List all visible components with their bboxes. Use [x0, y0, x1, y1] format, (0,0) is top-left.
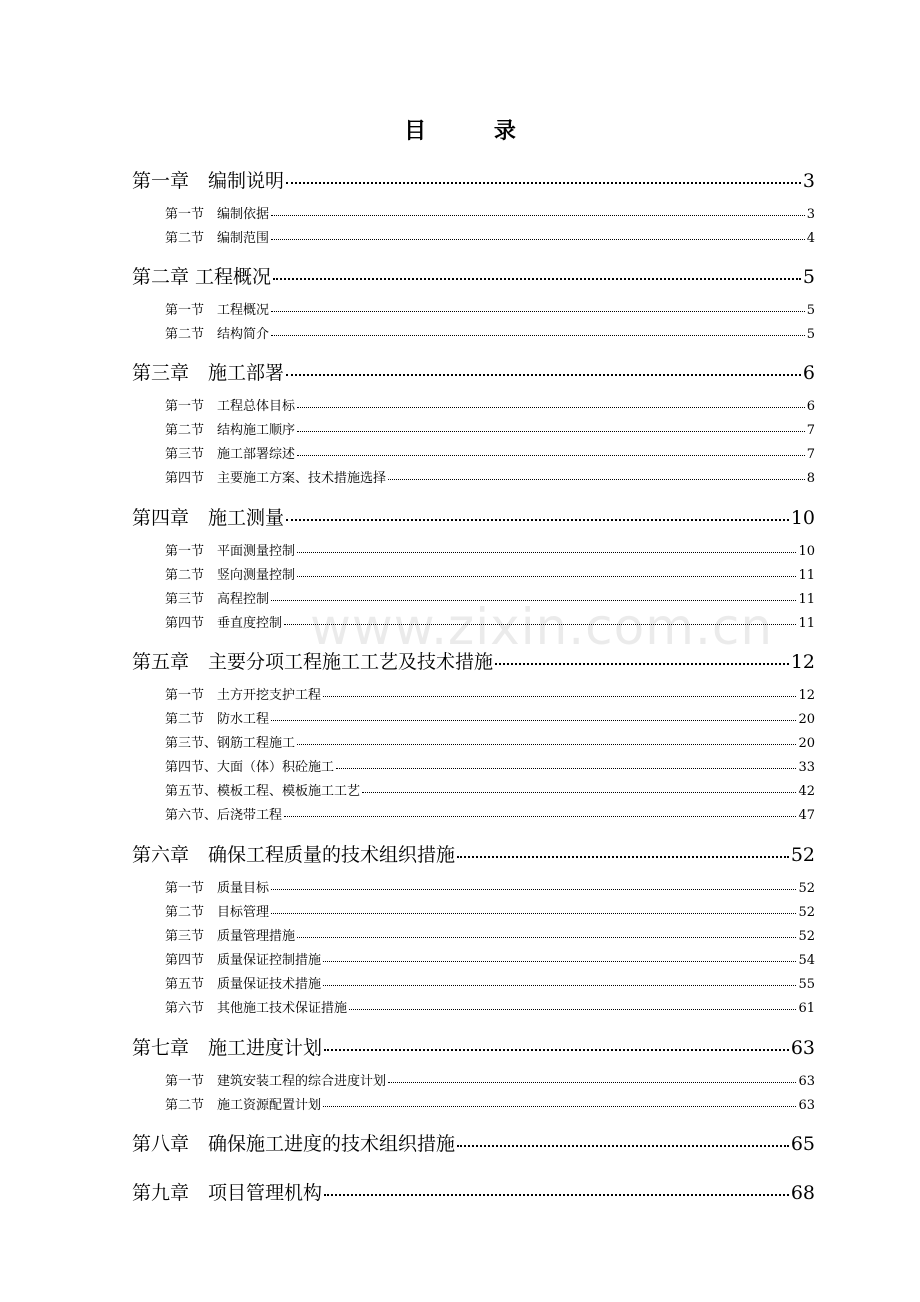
title-char-right: 录 — [493, 118, 516, 144]
toc-entry-label: 第五节、模板工程、模板施工工艺 — [165, 784, 361, 799]
toc-entry-page-number: 11 — [798, 592, 815, 607]
toc-entry-page-number: 3 — [802, 170, 815, 192]
toc-section-entry[interactable] — [165, 443, 815, 461]
toc-section-entry[interactable] — [165, 684, 815, 702]
toc-entry-page-number: 8 — [806, 471, 815, 486]
toc-section-entry[interactable] — [165, 467, 815, 485]
toc-entry-label: 第九章 项目管理机构 — [132, 1182, 323, 1204]
toc-section-entry[interactable] — [165, 997, 815, 1015]
dot-leader — [336, 760, 796, 769]
toc-section-entry[interactable] — [165, 708, 815, 726]
toc-entry-label: 第五节 质量保证技术措施 — [165, 977, 322, 992]
toc-entry-page-number: 10 — [790, 507, 815, 529]
toc-entry-label: 第六节 其他施工技术保证措施 — [165, 1001, 348, 1016]
dot-leader — [388, 471, 805, 480]
toc-entry-label: 第二节 竖向测量控制 — [165, 568, 296, 583]
dot-leader — [297, 568, 796, 577]
toc-entry-page-number: 20 — [798, 712, 815, 727]
dot-leader — [324, 1038, 789, 1051]
toc-entry-label: 第二节 目标管理 — [165, 905, 270, 920]
toc-section-entry[interactable] — [165, 804, 815, 822]
toc-section-entry[interactable] — [165, 395, 815, 413]
toc-entry-label: 第一节 工程总体目标 — [165, 399, 296, 414]
dot-leader — [349, 1001, 796, 1010]
toc-section-entry[interactable] — [165, 1094, 815, 1112]
toc-entry-page-number: 12 — [798, 688, 815, 703]
toc-entry-label: 第二章 工程概况 — [132, 266, 272, 288]
dot-leader — [271, 905, 796, 914]
toc-entry-label: 第二节 编制范围 — [165, 231, 270, 246]
toc-entry-label: 第二节 防水工程 — [165, 712, 270, 727]
dot-leader — [284, 616, 796, 625]
dot-leader — [388, 1074, 796, 1083]
toc-chapter-entry[interactable] — [132, 840, 815, 866]
watermark: www.zixin.com.cn — [310, 598, 774, 656]
toc-entry-label: 第四节 质量保证控制措施 — [165, 953, 322, 968]
toc-section-entry[interactable] — [165, 756, 815, 774]
toc-chapter-entry[interactable] — [132, 1178, 815, 1204]
toc-section-entry[interactable] — [165, 419, 815, 437]
dot-leader — [286, 508, 789, 521]
toc-entry-page-number: 12 — [790, 651, 815, 673]
toc-entry-label: 第五章 主要分项工程施工工艺及技术措施 — [132, 651, 494, 673]
toc-entry-label: 第三节 施工部署综述 — [165, 447, 296, 462]
dot-leader — [271, 881, 796, 890]
dot-leader — [271, 592, 796, 601]
toc-chapter-entry[interactable] — [132, 503, 815, 529]
dot-leader — [297, 929, 796, 938]
toc-section-entry[interactable] — [165, 588, 815, 606]
dot-leader — [273, 267, 801, 280]
toc-entry-label: 第一节 质量目标 — [165, 881, 270, 896]
toc-entry-label: 第三章 施工部署 — [132, 362, 285, 384]
toc-section-entry[interactable] — [165, 203, 815, 221]
toc-entry-page-number: 4 — [806, 231, 815, 246]
dot-leader — [323, 1098, 796, 1107]
toc-entry-page-number: 5 — [806, 327, 815, 342]
toc-entry-page-number: 47 — [798, 808, 815, 823]
toc-entry-page-number: 10 — [798, 544, 815, 559]
toc-entry-label: 第六章 确保工程质量的技术组织措施 — [132, 844, 456, 866]
toc-entry-page-number: 65 — [790, 1133, 815, 1155]
toc-entry-label: 第一节 平面测量控制 — [165, 544, 296, 559]
toc-chapter-entry[interactable] — [132, 1033, 815, 1059]
toc-entry-page-number: 20 — [798, 736, 815, 751]
toc-entry-page-number: 33 — [798, 760, 815, 775]
dot-leader — [271, 303, 805, 312]
toc-entry-page-number: 63 — [798, 1074, 815, 1089]
toc-section-entry[interactable] — [165, 925, 815, 943]
toc-section-entry[interactable] — [165, 227, 815, 245]
toc-entry-label: 第四节 主要施工方案、技术措施选择 — [165, 471, 387, 486]
toc-section-entry[interactable] — [165, 780, 815, 798]
toc-entry-label: 第二节 施工资源配置计划 — [165, 1098, 322, 1113]
toc-section-entry[interactable] — [165, 564, 815, 582]
dot-leader — [323, 977, 796, 986]
toc-entry-page-number: 52 — [798, 905, 815, 920]
dot-leader — [324, 1183, 789, 1196]
toc-entry-page-number: 5 — [802, 266, 815, 288]
dot-leader — [495, 652, 789, 665]
dot-leader — [271, 231, 805, 240]
dot-leader — [271, 207, 805, 216]
dot-leader — [323, 953, 796, 962]
toc-section-entry[interactable] — [165, 323, 815, 341]
toc-section-entry[interactable] — [165, 949, 815, 967]
toc-entry-page-number: 11 — [798, 568, 815, 583]
toc-section-entry[interactable] — [165, 732, 815, 750]
toc-section-entry[interactable] — [165, 973, 815, 991]
toc-entry-page-number: 63 — [790, 1037, 815, 1059]
toc-section-entry[interactable] — [165, 540, 815, 558]
toc-section-entry[interactable] — [165, 299, 815, 317]
toc-entry-page-number: 54 — [798, 953, 815, 968]
toc-entry-label: 第七章 施工进度计划 — [132, 1037, 323, 1059]
toc-entry-page-number: 6 — [802, 362, 815, 384]
dot-leader — [457, 845, 789, 858]
toc-entry-label: 第三节 质量管理措施 — [165, 929, 296, 944]
toc-entry-label: 第四节、大面（体）积砼施工 — [165, 760, 335, 775]
dot-leader — [286, 363, 801, 376]
dot-leader — [271, 327, 805, 336]
dot-leader — [284, 808, 796, 817]
toc-chapter-entry[interactable] — [132, 647, 815, 673]
toc-entry-label: 第六节、后浇带工程 — [165, 808, 283, 823]
dot-leader — [297, 544, 796, 553]
toc-section-entry[interactable] — [165, 901, 815, 919]
toc-entry-page-number: 68 — [790, 1182, 815, 1204]
dot-leader — [286, 171, 801, 184]
toc-entry-page-number: 7 — [806, 423, 815, 438]
toc-entry-page-number: 52 — [798, 929, 815, 944]
toc-chapter-entry[interactable] — [132, 358, 815, 384]
toc-entry-label: 第二节 结构施工顺序 — [165, 423, 296, 438]
dot-leader — [297, 447, 805, 456]
toc-entry-page-number: 52 — [790, 844, 815, 866]
toc-entry-label: 第三节 高程控制 — [165, 592, 270, 607]
dot-leader — [457, 1134, 789, 1147]
toc-entry-page-number: 11 — [798, 616, 815, 631]
toc-entry-page-number: 63 — [798, 1098, 815, 1113]
toc-entry-label: 第八章 确保施工进度的技术组织措施 — [132, 1133, 456, 1155]
dot-leader — [297, 423, 805, 432]
toc-entry-label: 第四节 垂直度控制 — [165, 616, 283, 631]
dot-leader — [323, 688, 796, 697]
toc-section-entry[interactable] — [165, 1070, 815, 1088]
toc-entry-page-number: 55 — [798, 977, 815, 992]
title-char-left: 目 — [404, 118, 427, 144]
toc-entry-page-number: 6 — [806, 399, 815, 414]
toc-entry-page-number: 7 — [806, 447, 815, 462]
toc-entry-page-number: 52 — [798, 881, 815, 896]
dot-leader — [271, 712, 796, 721]
toc-entry-label: 第一节 工程概况 — [165, 303, 270, 318]
toc-chapter-entry[interactable] — [132, 262, 815, 288]
toc-entry-label: 第一节 土方开挖支护工程 — [165, 688, 322, 703]
toc-entry-label: 第三节、钢筋工程施工 — [165, 736, 296, 751]
toc-section-entry[interactable] — [165, 612, 815, 630]
toc-entry-label: 第一节 建筑安装工程的综合进度计划 — [165, 1074, 387, 1089]
toc-entry-page-number: 61 — [798, 1001, 815, 1016]
toc-chapter-entry[interactable] — [132, 166, 815, 192]
toc-chapter-entry[interactable] — [132, 1129, 815, 1155]
toc-entry-page-number: 5 — [806, 303, 815, 318]
toc-section-entry[interactable] — [165, 877, 815, 895]
toc-entry-page-number: 42 — [798, 784, 815, 799]
toc-entry-label: 第四章 施工测量 — [132, 507, 285, 529]
toc-entry-label: 第二节 结构简介 — [165, 327, 270, 342]
dot-leader — [362, 784, 796, 793]
dot-leader — [297, 736, 796, 745]
toc-entry-label: 第一节 编制依据 — [165, 207, 270, 222]
toc-entry-label: 第一章 编制说明 — [132, 170, 285, 192]
toc-entry-page-number: 3 — [806, 207, 815, 222]
dot-leader — [297, 399, 805, 408]
